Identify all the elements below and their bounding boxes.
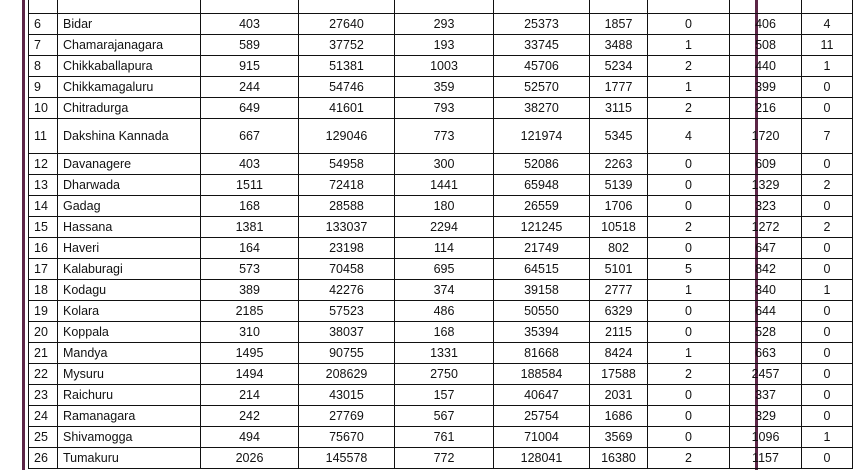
cell-value-c2: 145578 (299, 448, 395, 469)
cell-serial-number: 24 (29, 406, 58, 427)
cell-value-c7: 647 (730, 238, 802, 259)
cell-serial-number: 7 (29, 35, 58, 56)
cell-value-c8: 1 (802, 56, 853, 77)
cell-value-c2: 75670 (299, 427, 395, 448)
cell-value-c8: 0 (802, 364, 853, 385)
cell-value-c4: 45706 (494, 56, 590, 77)
table-row (29, 406, 853, 427)
cell-value-c5: 3115 (590, 98, 648, 119)
cell-value-c6: 2 (648, 217, 730, 238)
cell-value-c5: 802 (590, 238, 648, 259)
cell-value-c5: 2777 (590, 280, 648, 301)
table-row (29, 77, 853, 98)
cell-value-c2: 28588 (299, 196, 395, 217)
table-row (29, 175, 853, 196)
cell-value-c2: 90755 (299, 343, 395, 364)
cell-value-c5: 1686 (590, 406, 648, 427)
table-row (29, 280, 853, 301)
cell-value-c6: 5 (648, 259, 730, 280)
cell-value-c5: 17588 (590, 364, 648, 385)
cell-value-c1: 168 (201, 196, 299, 217)
cell-value-c2: 129046 (299, 119, 395, 154)
table-row (29, 259, 853, 280)
table-row (29, 14, 853, 35)
table-row (29, 154, 853, 175)
cell-value-c1 (201, 0, 299, 14)
cell-value-c5: 2031 (590, 385, 648, 406)
cell-value-c4: 71004 (494, 427, 590, 448)
cell-value-c1: 242 (201, 406, 299, 427)
cell-value-c7: 663 (730, 343, 802, 364)
cell-serial-number: 16 (29, 238, 58, 259)
cell-value-c6: 1 (648, 35, 730, 56)
cell-value-c8: 0 (802, 406, 853, 427)
cell-value-c3: 567 (395, 406, 494, 427)
cell-value-c5: 1706 (590, 196, 648, 217)
cell-value-c1: 310 (201, 322, 299, 343)
cell-value-c4: 50550 (494, 301, 590, 322)
district-table-container (28, 0, 834, 469)
cell-value-c3: 695 (395, 259, 494, 280)
cell-value-c1: 915 (201, 56, 299, 77)
cell-serial-number: 21 (29, 343, 58, 364)
cell-value-c4: 40647 (494, 385, 590, 406)
cell-value-c2: 43015 (299, 385, 395, 406)
cell-district-name: Mysuru (58, 364, 201, 385)
cell-value-c6: 0 (648, 196, 730, 217)
cell-district-name: Shivamogga (58, 427, 201, 448)
cell-value-c4: 38270 (494, 98, 590, 119)
table-body (29, 0, 853, 469)
cell-value-c2: 54746 (299, 77, 395, 98)
cell-value-c3: 486 (395, 301, 494, 322)
cell-serial-number: 13 (29, 175, 58, 196)
cell-value-c3: 761 (395, 427, 494, 448)
cell-value-c4: 52570 (494, 77, 590, 98)
cell-value-c4: 26559 (494, 196, 590, 217)
cell-value-c1: 1495 (201, 343, 299, 364)
table-row (29, 98, 853, 119)
cell-value-c7: 508 (730, 35, 802, 56)
cell-serial-number: 10 (29, 98, 58, 119)
table-row (29, 343, 853, 364)
table-row (29, 448, 853, 469)
cell-value-c7: 1720 (730, 119, 802, 154)
table-row (29, 196, 853, 217)
cell-district-name: Raichuru (58, 385, 201, 406)
cell-serial-number: 8 (29, 56, 58, 77)
cell-serial-number: 17 (29, 259, 58, 280)
cell-value-c4: 121245 (494, 217, 590, 238)
cell-value-c3: 293 (395, 14, 494, 35)
cell-value-c4: 33745 (494, 35, 590, 56)
cell-value-c4: 25754 (494, 406, 590, 427)
cell-value-c7: 1272 (730, 217, 802, 238)
cell-value-c4: 121974 (494, 119, 590, 154)
cell-value-c4 (494, 0, 590, 14)
cell-value-c5: 5139 (590, 175, 648, 196)
cell-value-c5: 8424 (590, 343, 648, 364)
cell-value-c5: 16380 (590, 448, 648, 469)
cell-value-c6: 1 (648, 280, 730, 301)
cell-value-c1: 214 (201, 385, 299, 406)
cell-serial-number (29, 0, 58, 14)
cell-value-c5: 10518 (590, 217, 648, 238)
cell-value-c4: 81668 (494, 343, 590, 364)
cell-value-c3: 193 (395, 35, 494, 56)
cell-value-c8: 0 (802, 385, 853, 406)
cell-value-c1: 573 (201, 259, 299, 280)
cell-value-c8: 2 (802, 217, 853, 238)
cell-value-c3: 2750 (395, 364, 494, 385)
cell-serial-number: 22 (29, 364, 58, 385)
cell-value-c2: 51381 (299, 56, 395, 77)
table-row (29, 217, 853, 238)
cell-value-c8: 0 (802, 238, 853, 259)
cell-value-c8: 0 (802, 196, 853, 217)
cell-district-name: Dharwada (58, 175, 201, 196)
cell-value-c8: 1 (802, 427, 853, 448)
cell-value-c1: 164 (201, 238, 299, 259)
cell-value-c8: 0 (802, 77, 853, 98)
cell-value-c1: 1511 (201, 175, 299, 196)
cell-district-name: Chitradurga (58, 98, 201, 119)
cell-value-c4: 188584 (494, 364, 590, 385)
cell-value-c6: 0 (648, 406, 730, 427)
cell-value-c7: 406 (730, 14, 802, 35)
cell-value-c7: 644 (730, 301, 802, 322)
cell-value-c7: 329 (730, 406, 802, 427)
cell-value-c7 (730, 0, 802, 14)
table-row (29, 238, 853, 259)
cell-value-c7: 609 (730, 154, 802, 175)
cell-value-c6: 0 (648, 322, 730, 343)
cell-value-c4: 39158 (494, 280, 590, 301)
cell-district-name: Kodagu (58, 280, 201, 301)
cell-value-c5: 3488 (590, 35, 648, 56)
cell-serial-number: 11 (29, 119, 58, 154)
cell-value-c7: 2457 (730, 364, 802, 385)
cell-district-name: Ramanagara (58, 406, 201, 427)
cell-value-c6: 0 (648, 14, 730, 35)
cell-district-name: Dakshina Kannada (58, 119, 201, 154)
cell-district-name: Koppala (58, 322, 201, 343)
cell-district-name: Chikkaballapura (58, 56, 201, 77)
cell-district-name (58, 0, 201, 14)
cell-value-c1: 1494 (201, 364, 299, 385)
cell-value-c4: 21749 (494, 238, 590, 259)
cell-value-c6: 0 (648, 301, 730, 322)
cell-district-name: Chamarajanagara (58, 35, 201, 56)
table-row (29, 0, 853, 14)
cell-value-c5: 1777 (590, 77, 648, 98)
cell-value-c8: 7 (802, 119, 853, 154)
cell-value-c6: 4 (648, 119, 730, 154)
cell-value-c1: 2026 (201, 448, 299, 469)
cell-value-c8: 0 (802, 343, 853, 364)
cell-value-c3: 114 (395, 238, 494, 259)
cell-value-c1: 244 (201, 77, 299, 98)
cell-value-c8: 0 (802, 98, 853, 119)
cell-value-c6: 0 (648, 175, 730, 196)
cell-value-c6: 2 (648, 56, 730, 77)
cell-value-c1: 667 (201, 119, 299, 154)
cell-value-c4: 64515 (494, 259, 590, 280)
cell-value-c3: 359 (395, 77, 494, 98)
cell-value-c2: 27640 (299, 14, 395, 35)
cell-value-c7: 1329 (730, 175, 802, 196)
cell-value-c2: 54958 (299, 154, 395, 175)
cell-value-c2: 27769 (299, 406, 395, 427)
cell-serial-number: 15 (29, 217, 58, 238)
cell-value-c4: 52086 (494, 154, 590, 175)
cell-value-c8: 0 (802, 301, 853, 322)
table-row (29, 322, 853, 343)
cell-value-c5: 3569 (590, 427, 648, 448)
cell-value-c3: 180 (395, 196, 494, 217)
cell-district-name: Davanagere (58, 154, 201, 175)
cell-value-c8 (802, 0, 853, 14)
cell-value-c8: 0 (802, 259, 853, 280)
cell-value-c7: 337 (730, 385, 802, 406)
cell-value-c1: 1381 (201, 217, 299, 238)
cell-serial-number: 19 (29, 301, 58, 322)
district-table (28, 0, 853, 469)
cell-district-name: Bidar (58, 14, 201, 35)
cell-value-c7: 842 (730, 259, 802, 280)
cell-value-c6: 0 (648, 385, 730, 406)
cell-value-c4: 35394 (494, 322, 590, 343)
cell-value-c3: 157 (395, 385, 494, 406)
cell-value-c6: 0 (648, 238, 730, 259)
cell-serial-number: 9 (29, 77, 58, 98)
cell-value-c3: 772 (395, 448, 494, 469)
cell-value-c6: 2 (648, 364, 730, 385)
cell-value-c2 (299, 0, 395, 14)
cell-value-c4: 25373 (494, 14, 590, 35)
cell-value-c8: 2 (802, 175, 853, 196)
cell-value-c6: 2 (648, 448, 730, 469)
cell-value-c2: 208629 (299, 364, 395, 385)
cell-district-name: Tumakuru (58, 448, 201, 469)
cell-serial-number: 20 (29, 322, 58, 343)
cell-district-name: Gadag (58, 196, 201, 217)
cell-value-c3: 1003 (395, 56, 494, 77)
cell-value-c5 (590, 0, 648, 14)
cell-value-c7: 216 (730, 98, 802, 119)
table-row (29, 35, 853, 56)
cell-value-c7: 528 (730, 322, 802, 343)
cell-value-c2: 57523 (299, 301, 395, 322)
cell-value-c1: 403 (201, 154, 299, 175)
cell-value-c2: 38037 (299, 322, 395, 343)
cell-value-c8: 0 (802, 322, 853, 343)
cell-value-c2: 41601 (299, 98, 395, 119)
cell-value-c5: 5101 (590, 259, 648, 280)
table-row (29, 385, 853, 406)
cell-value-c1: 649 (201, 98, 299, 119)
cell-value-c6: 1 (648, 77, 730, 98)
table-row (29, 364, 853, 385)
cell-value-c6: 1 (648, 343, 730, 364)
cell-value-c2: 133037 (299, 217, 395, 238)
cell-serial-number: 6 (29, 14, 58, 35)
table-row (29, 119, 853, 154)
cell-value-c1: 589 (201, 35, 299, 56)
cell-value-c5: 2115 (590, 322, 648, 343)
cell-serial-number: 23 (29, 385, 58, 406)
cell-value-c8: 4 (802, 14, 853, 35)
table-row (29, 301, 853, 322)
cell-value-c3: 168 (395, 322, 494, 343)
cell-value-c6: 0 (648, 154, 730, 175)
cell-serial-number: 18 (29, 280, 58, 301)
cell-value-c5: 5234 (590, 56, 648, 77)
cell-value-c2: 37752 (299, 35, 395, 56)
cell-value-c6 (648, 0, 730, 14)
cell-value-c6: 2 (648, 98, 730, 119)
cell-district-name: Kolara (58, 301, 201, 322)
cell-district-name: Hassana (58, 217, 201, 238)
cell-value-c2: 72418 (299, 175, 395, 196)
cell-value-c1: 2185 (201, 301, 299, 322)
cell-value-c5: 2263 (590, 154, 648, 175)
cell-value-c8: 1 (802, 280, 853, 301)
cell-value-c2: 70458 (299, 259, 395, 280)
cell-serial-number: 26 (29, 448, 58, 469)
cell-value-c5: 6329 (590, 301, 648, 322)
cell-value-c3: 1331 (395, 343, 494, 364)
cell-value-c6: 0 (648, 427, 730, 448)
cell-value-c4: 65948 (494, 175, 590, 196)
cell-district-name: Chikkamagaluru (58, 77, 201, 98)
cell-value-c7: 323 (730, 196, 802, 217)
cell-value-c8: 0 (802, 448, 853, 469)
table-row (29, 56, 853, 77)
cell-value-c3: 374 (395, 280, 494, 301)
cell-value-c1: 389 (201, 280, 299, 301)
cell-serial-number: 12 (29, 154, 58, 175)
cell-value-c7: 340 (730, 280, 802, 301)
cell-value-c3: 773 (395, 119, 494, 154)
cell-value-c5: 1857 (590, 14, 648, 35)
cell-district-name: Haveri (58, 238, 201, 259)
cell-value-c1: 403 (201, 14, 299, 35)
table-row (29, 427, 853, 448)
cell-value-c3: 793 (395, 98, 494, 119)
cell-value-c7: 1096 (730, 427, 802, 448)
cell-value-c8: 0 (802, 154, 853, 175)
cell-value-c3: 300 (395, 154, 494, 175)
cell-value-c5: 5345 (590, 119, 648, 154)
cell-district-name: Mandya (58, 343, 201, 364)
cell-value-c7: 440 (730, 56, 802, 77)
cell-serial-number: 25 (29, 427, 58, 448)
cell-value-c7: 399 (730, 77, 802, 98)
cell-value-c1: 494 (201, 427, 299, 448)
cell-value-c3: 1441 (395, 175, 494, 196)
cell-district-name: Kalaburagi (58, 259, 201, 280)
cell-value-c2: 23198 (299, 238, 395, 259)
cell-value-c7: 1157 (730, 448, 802, 469)
cell-value-c3: 2294 (395, 217, 494, 238)
cell-value-c3 (395, 0, 494, 14)
cell-value-c8: 11 (802, 35, 853, 56)
cell-value-c2: 42276 (299, 280, 395, 301)
cell-serial-number: 14 (29, 196, 58, 217)
cell-value-c4: 128041 (494, 448, 590, 469)
